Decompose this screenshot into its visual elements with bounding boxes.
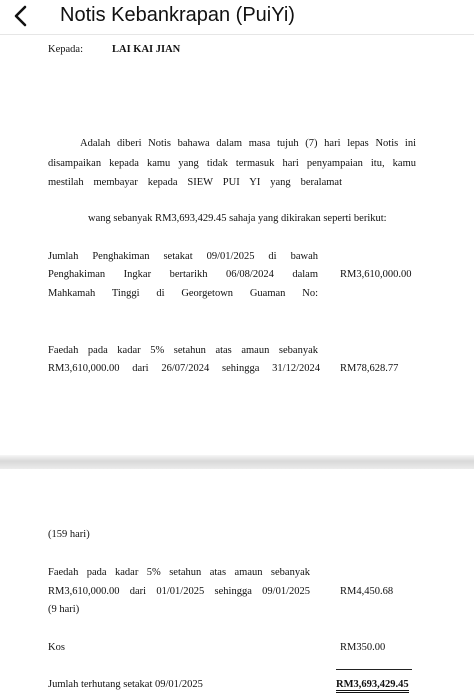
recipient-name: LAI KAI JIAN bbox=[112, 44, 181, 55]
interest1-days: (159 hari) bbox=[48, 529, 90, 540]
interest2-line-1: Faedah pada kadar 5% setahun atas amaun sebanyak bbox=[48, 567, 310, 578]
intro-line-2: disampaikan kepada kamu yang tidak termasuk hari penyampaian itu, kamu bbox=[48, 158, 416, 169]
app-header bbox=[0, 0, 474, 35]
notice-document bbox=[0, 35, 474, 699]
amount-line: wang sebanyak RM3,693,429.45 sahaja yang dikirakan seperti berikut: bbox=[88, 213, 387, 224]
costs-label: Kos bbox=[48, 642, 65, 653]
back-chevron-icon[interactable] bbox=[10, 4, 34, 28]
intro-line-3: mestilah membayar kepada SIEW PUI YI yang beralamat bbox=[48, 177, 342, 188]
interest2-days: (9 hari) bbox=[48, 604, 80, 615]
judgment-amount: RM3,610,000.00 bbox=[340, 269, 412, 280]
costs-amount: RM350.00 bbox=[340, 642, 386, 653]
total-amount-value: RM3,693,429.45 bbox=[336, 679, 409, 693]
judgment-line-2: Penghakiman Ingkar bertarikh 06/08/2024 dalam bbox=[48, 269, 318, 280]
total-amount bbox=[336, 678, 409, 691]
judgment-line-3: Mahkamah Tinggi di Georgetown Guaman No: bbox=[48, 288, 318, 299]
sum-rule bbox=[336, 669, 412, 670]
total-label: Jumlah terhutang setakat 09/01/2025 bbox=[48, 679, 203, 690]
judgment-line-1: Jumlah Penghakiman setakat 09/01/2025 di bawah bbox=[48, 251, 318, 262]
page-separator bbox=[0, 455, 474, 469]
intro-line-1: Adalah diberi Notis bahawa dalam masa tujuh (7) hari lepas Notis ini bbox=[80, 138, 416, 149]
interest1-amount: RM78,628.77 bbox=[340, 363, 399, 374]
page-title: Notis Kebankrapan (PuiYi) bbox=[60, 4, 295, 26]
interest2-amount: RM4,450.68 bbox=[340, 586, 394, 597]
interest2-line-2: RM3,610,000.00 dari 01/01/2025 sehingga 09/01/2025 bbox=[48, 586, 310, 597]
interest1-line-2: RM3,610,000.00 dari 26/07/2024 sehingga 31/12/2024 bbox=[48, 363, 320, 374]
to-label: Kepada: bbox=[48, 44, 83, 55]
interest1-line-1: Faedah pada kadar 5% setahun atas amaun sebanyak bbox=[48, 345, 318, 356]
